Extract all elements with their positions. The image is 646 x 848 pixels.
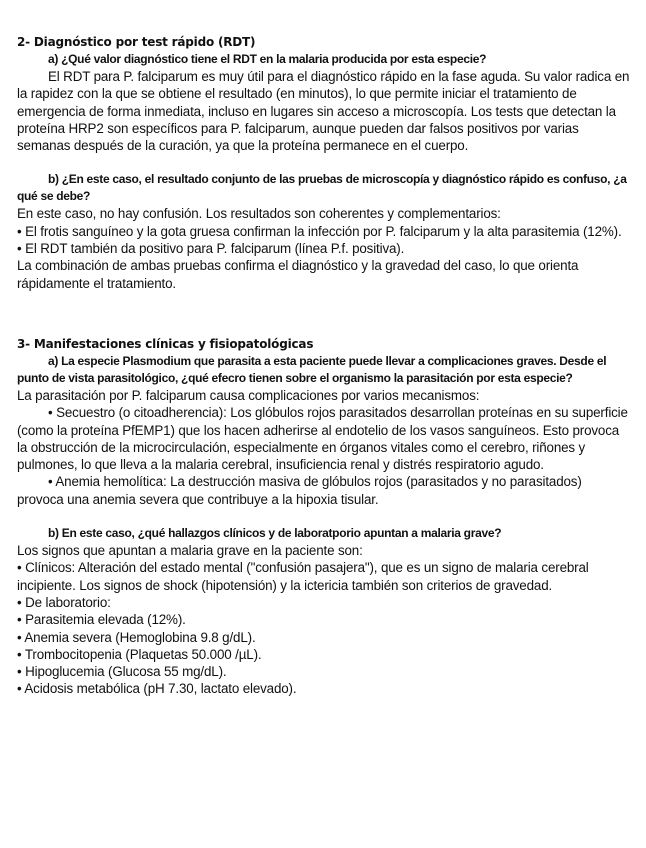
section-2-answer-b-bullet-2: • El RDT también da positivo para P. falciparum (línea P.f. positiva). (17, 241, 405, 257)
section-3-answer-a-bullet-2: • Anemia hemolítica: La destrucción masiva de glóbulos rojos (parasitados y no parasitados) provoca una anemia severa que contribuye a la hipoxia tisular. (17, 474, 582, 507)
section-3-answer-b-intro: Los signos que apuntan a malaria grave en la paciente son: (17, 543, 363, 559)
lab-list-item: • Acidosis metabólica (pH 7.30, lactato elevado). (17, 681, 297, 697)
section-2-answer-b-bullet-1: • El frotis sanguíneo y la gota gruesa confirman la infección por P. falciparum y la alta parasitemia (12%). (17, 223, 622, 239)
spacer (17, 154, 631, 171)
section-2-answer-b-intro: En este caso, no hay confusión. Los resultados son coherentes y complementarios: (17, 206, 501, 222)
lab-list-item: • De laboratorio: (17, 594, 111, 610)
section-2-title: 2- Diagnóstico por test rápido (RDT) (17, 35, 256, 49)
lab-list-item: • Hipoglucemia (Glucosa 55 mg/dL). (17, 664, 227, 680)
section-3-answer-a-bullet-1: • Secuestro (o citoadherencia): Los glóbulos rojos parasitados desarrollan proteínas en su superficie (como la proteína PfEMP1) que los hacen adherirse al endotelio de los vasos sanguíneos. Esto provoca la obstrucción de la microcirculación, especialmente en órganos vitales como el cerebro, riñones y pulmones, lo que lleva a la malaria cerebral, insuficiencia renal y distrés respiratorio agudo. (17, 405, 628, 473)
section-2-answer-a: El RDT para P. falciparum es muy útil para el diagnóstico rápido en la fase aguda. Su valor radica en la rapidez con la que se obtiene el resultado (en minutos), lo que permite iniciar el tratamiento de emergencia de forma inmediata, incluso en lugares sin acceso a microscopía. Los tests que detectan la proteína HRP2 son específicos para P. falciparum, aunque pueden dar falsos positivos por varias semanas después de la curación, ya que la proteína permanece en el cuerpo. (17, 69, 630, 154)
section-3-title: 3- Manifestaciones clínicas y fisiopatológicas (17, 336, 314, 351)
section-2-question-b: b) ¿En este caso, el resultado conjunto de las pruebas de microscopía y diagnóstico rápido es confuso, ¿a qué se debe? (17, 172, 627, 204)
section-2-answer-b-conclusion: La combinación de ambas pruebas confirma el diagnóstico y la gravedad del caso, lo que orienta rápidamente el tratamiento. (17, 258, 579, 291)
lab-list-item: • Anemia severa (Hemoglobina 9.8 g/dL). (17, 629, 256, 645)
spacer (17, 508, 631, 525)
section-2-question-a: a) ¿Qué valor diagnóstico tiene el RDT en la malaria producida por esta especie? (48, 52, 487, 66)
section-3-question-a: a) La especie Plasmodium que parasita a esta paciente puede llevar a complicaciones graves. Desde el punto de vista parasitológico, ¿qué efecro tienen sobre el organismo la parasitación por esta especie? (17, 353, 607, 385)
section-3-answer-b-clinical: • Clínicos: Alteración del estado mental ("confusión pasajera"), que es un signo de malaria cerebral incipiente. Los signos de shock (hipotensión) y la ictericia también son criterios de gravedad. (17, 560, 589, 593)
document-page (17, 34, 631, 698)
section-3-answer-a-intro: La parasitación por P. falciparum causa complicaciones por varios mecanismos: (17, 387, 480, 403)
spacer (17, 292, 631, 336)
section-3-question-b: b) En este caso, ¿qué hallazgos clínicos y de laboratporio apuntan a malaria grave? (48, 526, 502, 541)
lab-list-item: • Trombocitopenia (Plaquetas 50.000 /µL). (17, 646, 262, 662)
lab-list-item: • Parasitemia elevada (12%). (17, 612, 186, 628)
